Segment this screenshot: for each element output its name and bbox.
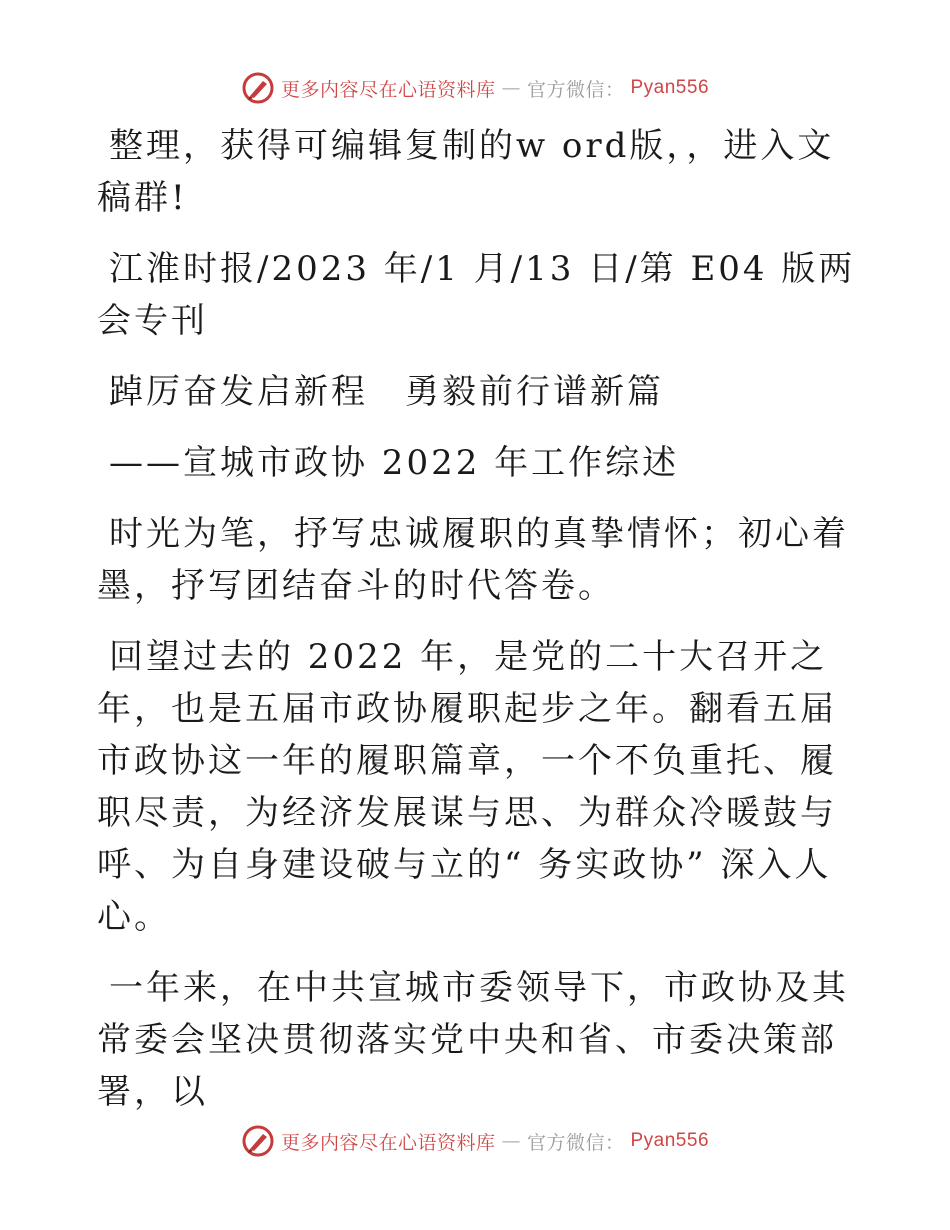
paragraph-text: 江淮时报/2023 年/1 月/13 日/第 E04 版两会专刊 — [97, 249, 856, 341]
paragraph-text: 回望过去的 2022 年，是党的二十大召开之年，也是五届市政协履职起步之年。翻看五届市政协这一年的履职篇章，一个不负重托、履职尽责，为经济发展谋与思、为群众冷暖鼓与呼、为自身建设破与立的“ 务实政协” 深入人心。 — [97, 637, 837, 937]
watermark-text: 更多内容尽在心语资料库 — [280, 1131, 496, 1154]
watermark-contact-label: 官方微信： — [526, 78, 625, 101]
pen-logo-icon — [241, 71, 275, 105]
paragraph-review — [97, 631, 857, 943]
watermark-text: 更多内容尽在心语资料库 — [280, 78, 496, 101]
pen-logo-icon — [241, 1124, 275, 1158]
paragraph-intro-note — [97, 120, 857, 224]
paragraph-text: 时光为笔，抒写忠诚履职的真挚情怀；初心着墨，抒写团结奋斗的时代答卷。 — [97, 514, 849, 606]
watermark-contact-label: 官方微信： — [526, 1131, 625, 1154]
header-watermark — [0, 68, 950, 108]
paragraph-text: ——宣城市政协 2022 年工作综述 — [109, 443, 680, 483]
watermark-separator: — — [501, 77, 521, 99]
article-title — [97, 366, 857, 418]
paragraph-text: 整理，获得可编辑复制的w ord版，，进入文稿群! — [97, 126, 835, 218]
document-body — [97, 120, 857, 1137]
article-subtitle — [97, 437, 857, 489]
paragraph-year-summary — [97, 962, 857, 1118]
paragraph-lead — [97, 508, 857, 612]
watermark-contact-id: Pyan556 — [630, 1130, 710, 1151]
paragraph-text: 踔厉奋发启新程 勇毅前行谱新篇 — [109, 372, 664, 412]
paragraph-source — [97, 243, 857, 347]
paragraph-text: 一年来，在中共宣城市委领导下，市政协及其常委会坚决贯彻落实党中央和省、市委决策部署，以 — [97, 968, 849, 1112]
watermark-separator: — — [501, 1130, 521, 1152]
watermark-contact-id: Pyan556 — [630, 77, 710, 98]
footer-watermark — [0, 1121, 950, 1161]
